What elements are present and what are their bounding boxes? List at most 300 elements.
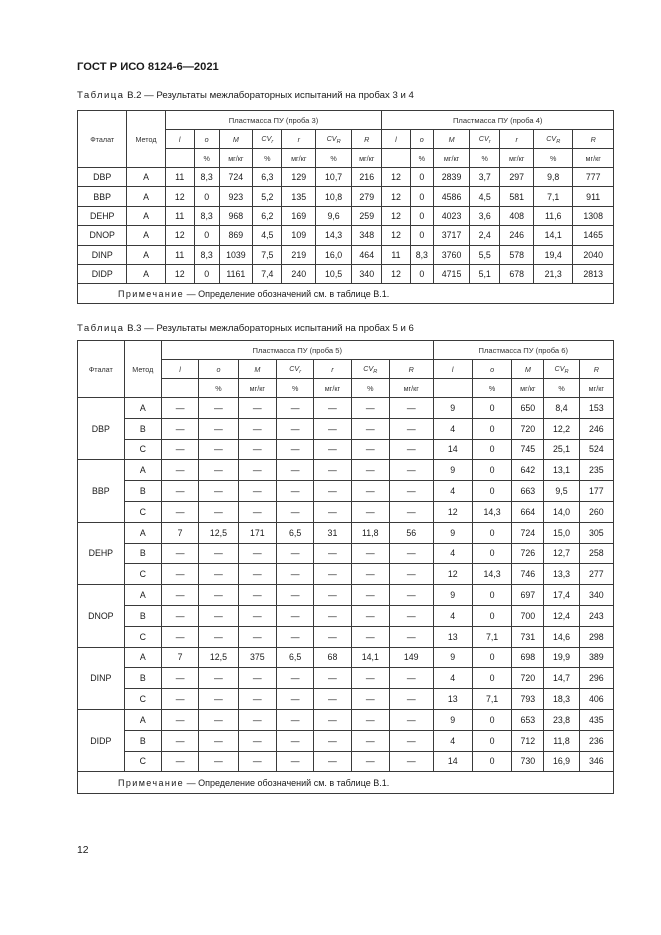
value-cell: —: [314, 439, 351, 460]
method-cell: A: [127, 168, 165, 187]
value-cell: 0: [472, 460, 511, 481]
value-cell: —: [314, 709, 351, 730]
value-cell: 0: [472, 709, 511, 730]
value-cell: 235: [579, 460, 613, 481]
sym-cvr-sample5-subscript: r: [299, 368, 302, 375]
sym-l-sample6: [433, 360, 472, 379]
unit-cvr-sample3: %: [253, 149, 282, 168]
sym-m-sample4: [434, 130, 470, 149]
method-cell: B: [124, 418, 161, 439]
value-cell: 11,6: [534, 206, 573, 225]
value-cell: 0: [472, 751, 511, 772]
value-cell: —: [389, 543, 433, 564]
value-cell: —: [351, 418, 389, 439]
value-cell: —: [276, 689, 313, 710]
value-cell: 12,5: [199, 522, 238, 543]
value-cell: 12: [382, 226, 410, 245]
value-cell: —: [351, 730, 389, 751]
value-cell: 7,1: [472, 626, 511, 647]
table-b3-note-text: — Определение обозначений см. в таблице В.1.: [184, 777, 390, 788]
unit-o-sample3: %: [194, 149, 219, 168]
table-b2: [77, 110, 614, 304]
sym-l-sample5: [161, 360, 198, 379]
table-row: [78, 245, 614, 264]
unit-cvR-sample5: %: [351, 379, 389, 398]
method-cell: B: [124, 543, 161, 564]
value-cell: —: [161, 668, 198, 689]
sym-m-sample6-symbol: M: [524, 364, 531, 374]
value-cell: 3,6: [470, 206, 500, 225]
value-cell: —: [238, 481, 276, 502]
value-cell: 726: [512, 543, 544, 564]
unit-m-sample4: мг/кг: [434, 149, 470, 168]
value-cell: 12,7: [544, 543, 579, 564]
value-cell: —: [161, 564, 198, 585]
value-cell: 7,1: [472, 689, 511, 710]
value-cell: 524: [579, 439, 613, 460]
value-cell: —: [238, 689, 276, 710]
table-row: [78, 460, 614, 481]
method-cell: C: [124, 626, 161, 647]
table-b2-note: [78, 284, 614, 304]
value-cell: 177: [579, 481, 613, 502]
value-cell: 923: [219, 187, 253, 206]
value-cell: 236: [579, 730, 613, 751]
sym-r-sample4-symbol: r: [515, 134, 518, 144]
value-cell: 305: [579, 522, 613, 543]
value-cell: 12,4: [544, 605, 579, 626]
value-cell: 663: [512, 481, 544, 502]
value-cell: 389: [579, 647, 613, 668]
table-b2-caption-word: Таблица: [77, 90, 125, 101]
phthalate-name: DINP: [78, 647, 125, 709]
table-row: [78, 439, 614, 460]
value-cell: 12: [382, 187, 410, 206]
unit-r-sample3: мг/кг: [282, 149, 316, 168]
value-cell: 746: [512, 564, 544, 585]
value-cell: 5,5: [470, 245, 500, 264]
unit-m-sample6: мг/кг: [512, 379, 544, 398]
value-cell: —: [199, 730, 238, 751]
unit-o-sample6: %: [472, 379, 511, 398]
phthalate-name: DEHP: [78, 206, 127, 225]
value-cell: 2813: [573, 264, 614, 283]
value-cell: 12: [165, 226, 194, 245]
value-cell: —: [276, 418, 313, 439]
table-row: [78, 543, 614, 564]
value-cell: 435: [579, 709, 613, 730]
table-row: [78, 689, 614, 710]
value-cell: —: [161, 605, 198, 626]
sym-l-sample3-symbol: l: [178, 134, 181, 144]
value-cell: 793: [512, 689, 544, 710]
value-cell: —: [351, 543, 389, 564]
value-cell: 375: [238, 647, 276, 668]
value-cell: —: [238, 709, 276, 730]
value-cell: —: [351, 501, 389, 522]
value-cell: 14,1: [351, 647, 389, 668]
table-row: [78, 418, 614, 439]
col-method-header: Метод: [124, 341, 161, 398]
method-cell: A: [127, 264, 165, 283]
value-cell: 5,2: [253, 187, 282, 206]
value-cell: 911: [573, 187, 614, 206]
value-cell: —: [351, 689, 389, 710]
sym-l-sample3: [165, 130, 194, 149]
value-cell: 18,3: [544, 689, 579, 710]
value-cell: 11: [165, 245, 194, 264]
sym-o-sample4-symbol: o: [419, 134, 424, 144]
value-cell: 11: [165, 206, 194, 225]
value-cell: 240: [282, 264, 316, 283]
value-cell: 12: [433, 564, 472, 585]
value-cell: —: [389, 398, 433, 419]
group-sample-3-header: Пластмасса ПУ (проба 3): [165, 111, 382, 130]
sym-R-upper-sample3-symbol: R: [364, 134, 370, 144]
value-cell: —: [314, 689, 351, 710]
sym-r-sample3: [282, 130, 316, 149]
value-cell: —: [276, 605, 313, 626]
value-cell: 12,5: [199, 647, 238, 668]
value-cell: —: [238, 730, 276, 751]
value-cell: —: [161, 439, 198, 460]
value-cell: —: [314, 564, 351, 585]
value-cell: —: [389, 668, 433, 689]
document-header: ГОСТ Р ИСО 8124-6—2021: [77, 61, 219, 73]
value-cell: —: [351, 626, 389, 647]
value-cell: —: [389, 605, 433, 626]
value-cell: 1039: [219, 245, 253, 264]
value-cell: —: [276, 439, 313, 460]
value-cell: 56: [389, 522, 433, 543]
value-cell: 697: [512, 585, 544, 606]
value-cell: 12: [165, 187, 194, 206]
value-cell: —: [276, 481, 313, 502]
value-cell: 4: [433, 668, 472, 689]
value-cell: —: [351, 668, 389, 689]
value-cell: —: [161, 460, 198, 481]
value-cell: 664: [512, 501, 544, 522]
phthalate-name: DINP: [78, 245, 127, 264]
value-cell: —: [389, 564, 433, 585]
value-cell: 279: [352, 187, 382, 206]
sym-cvr-sample4-subscript: r: [488, 138, 491, 145]
table-b2-caption-text: В.2 — Результаты межлабораторных испытаний на пробах 3 и 4: [124, 90, 414, 101]
value-cell: 260: [579, 501, 613, 522]
value-cell: 8,3: [194, 168, 219, 187]
sym-r-sample3-symbol: r: [297, 134, 300, 144]
value-cell: 9: [433, 647, 472, 668]
phthalate-name: BBP: [78, 187, 127, 206]
value-cell: 0: [472, 439, 511, 460]
value-cell: 14,6: [544, 626, 579, 647]
sym-cvR-sample4: [534, 130, 573, 149]
value-cell: 4: [433, 543, 472, 564]
value-cell: —: [199, 481, 238, 502]
method-cell: A: [124, 585, 161, 606]
method-cell: C: [124, 501, 161, 522]
value-cell: 0: [472, 730, 511, 751]
value-cell: 10,7: [316, 168, 352, 187]
sym-r-sample4: [500, 130, 534, 149]
sym-R-upper-sample4-symbol: R: [590, 134, 596, 144]
unit-l-sample5: [161, 379, 198, 398]
value-cell: 14,3: [316, 226, 352, 245]
value-cell: 869: [219, 226, 253, 245]
value-cell: 277: [579, 564, 613, 585]
method-cell: A: [124, 647, 161, 668]
sym-cvR-sample6-symbol: CV: [554, 363, 565, 373]
table-row: [78, 398, 614, 419]
sym-m-sample4-symbol: M: [448, 134, 455, 144]
value-cell: 296: [579, 668, 613, 689]
table-row: [78, 668, 614, 689]
value-cell: 0: [410, 168, 434, 187]
value-cell: —: [314, 418, 351, 439]
value-cell: 13,3: [544, 564, 579, 585]
value-cell: 11,8: [544, 730, 579, 751]
sym-cvR-sample3-symbol: CV: [326, 133, 337, 143]
method-cell: A: [124, 460, 161, 481]
value-cell: 246: [500, 226, 534, 245]
value-cell: —: [238, 626, 276, 647]
value-cell: —: [238, 605, 276, 626]
table-row: [78, 187, 614, 206]
sym-cvR-sample4-subscript: R: [556, 138, 561, 145]
value-cell: —: [276, 626, 313, 647]
sym-m-sample3: [219, 130, 253, 149]
value-cell: 7,5: [253, 245, 282, 264]
sym-cvr-sample4-symbol: CV: [478, 133, 489, 143]
value-cell: 9: [433, 398, 472, 419]
value-cell: 4: [433, 605, 472, 626]
value-cell: —: [314, 501, 351, 522]
value-cell: —: [199, 751, 238, 772]
value-cell: 297: [500, 168, 534, 187]
sym-cvr-sample3-symbol: CV: [261, 133, 272, 143]
sym-o-sample3: [194, 130, 219, 149]
sym-m-sample6: [512, 360, 544, 379]
value-cell: 0: [472, 522, 511, 543]
value-cell: —: [199, 439, 238, 460]
value-cell: 12: [433, 501, 472, 522]
value-cell: —: [199, 543, 238, 564]
value-cell: 14: [433, 439, 472, 460]
phthalate-name: BBP: [78, 460, 125, 522]
sym-cvR-sample6-subscript: R: [564, 368, 569, 375]
sym-m-sample5-symbol: M: [254, 364, 261, 374]
value-cell: 11: [382, 245, 410, 264]
value-cell: 129: [282, 168, 316, 187]
value-cell: —: [276, 585, 313, 606]
value-cell: 5,1: [470, 264, 500, 283]
value-cell: 698: [512, 647, 544, 668]
value-cell: —: [238, 543, 276, 564]
value-cell: —: [199, 418, 238, 439]
group-sample-6-header: Пластмасса ПУ (проба 6): [433, 341, 613, 360]
unit-R-upper-sample6: мг/кг: [579, 379, 613, 398]
table-row: [78, 751, 614, 772]
value-cell: 12,2: [544, 418, 579, 439]
value-cell: 712: [512, 730, 544, 751]
value-cell: —: [161, 751, 198, 772]
table-row: [78, 264, 614, 283]
value-cell: 12: [382, 168, 410, 187]
value-cell: —: [389, 730, 433, 751]
value-cell: —: [161, 689, 198, 710]
sym-cvR-sample4-symbol: CV: [546, 133, 557, 143]
value-cell: 7: [161, 522, 198, 543]
value-cell: —: [351, 460, 389, 481]
method-cell: C: [124, 439, 161, 460]
value-cell: —: [314, 605, 351, 626]
value-cell: 19,9: [544, 647, 579, 668]
value-cell: —: [314, 730, 351, 751]
value-cell: 0: [410, 206, 434, 225]
value-cell: —: [161, 501, 198, 522]
value-cell: —: [238, 460, 276, 481]
sym-o-sample4: [410, 130, 434, 149]
value-cell: 11: [165, 168, 194, 187]
group-sample-4-header: Пластмасса ПУ (проба 4): [382, 111, 614, 130]
value-cell: 13: [433, 689, 472, 710]
sym-cvR-sample3-subscript: R: [336, 138, 341, 145]
value-cell: —: [389, 689, 433, 710]
unit-cvR-sample6: %: [544, 379, 579, 398]
sym-m-sample5: [238, 360, 276, 379]
value-cell: —: [276, 398, 313, 419]
method-cell: A: [124, 398, 161, 419]
sym-o-sample3-symbol: o: [204, 134, 209, 144]
value-cell: 2839: [434, 168, 470, 187]
value-cell: 8,3: [410, 245, 434, 264]
value-cell: 6,5: [276, 647, 313, 668]
value-cell: 0: [194, 187, 219, 206]
phthalate-name: DNOP: [78, 226, 127, 245]
table-row: [78, 501, 614, 522]
value-cell: 650: [512, 398, 544, 419]
value-cell: 7,4: [253, 264, 282, 283]
value-cell: —: [351, 585, 389, 606]
table-b3-caption-word: Таблица: [77, 323, 125, 334]
value-cell: —: [351, 439, 389, 460]
value-cell: —: [199, 709, 238, 730]
method-cell: B: [124, 668, 161, 689]
table-b2-caption: [77, 90, 414, 101]
value-cell: 0: [194, 226, 219, 245]
value-cell: 23,8: [544, 709, 579, 730]
sym-cvR-sample5: [351, 360, 389, 379]
unit-o-sample5: %: [199, 379, 238, 398]
sym-l-sample6-symbol: l: [451, 364, 454, 374]
table-row: [78, 730, 614, 751]
sym-r-sample5: [314, 360, 351, 379]
value-cell: —: [276, 460, 313, 481]
value-cell: —: [276, 543, 313, 564]
value-cell: 8,3: [194, 206, 219, 225]
value-cell: —: [199, 626, 238, 647]
value-cell: —: [161, 398, 198, 419]
value-cell: —: [314, 585, 351, 606]
unit-l-sample4: [382, 149, 410, 168]
method-cell: A: [127, 206, 165, 225]
value-cell: 464: [352, 245, 382, 264]
sym-o-sample5: [199, 360, 238, 379]
value-cell: 8,3: [194, 245, 219, 264]
value-cell: 0: [410, 226, 434, 245]
value-cell: 9,5: [544, 481, 579, 502]
value-cell: 135: [282, 187, 316, 206]
value-cell: 16,9: [544, 751, 579, 772]
value-cell: —: [238, 439, 276, 460]
value-cell: 4023: [434, 206, 470, 225]
value-cell: 0: [410, 264, 434, 283]
unit-R-upper-sample5: мг/кг: [389, 379, 433, 398]
value-cell: —: [238, 501, 276, 522]
value-cell: 14,7: [544, 668, 579, 689]
value-cell: —: [389, 626, 433, 647]
value-cell: 4: [433, 481, 472, 502]
value-cell: 7,1: [534, 187, 573, 206]
sym-o-sample5-symbol: o: [216, 364, 221, 374]
value-cell: —: [389, 418, 433, 439]
value-cell: —: [314, 481, 351, 502]
value-cell: 219: [282, 245, 316, 264]
method-cell: A: [124, 709, 161, 730]
sym-o-sample6-symbol: o: [490, 364, 495, 374]
value-cell: 8,4: [544, 398, 579, 419]
value-cell: 4: [433, 418, 472, 439]
table-row: [78, 206, 614, 225]
value-cell: —: [351, 709, 389, 730]
value-cell: —: [161, 730, 198, 751]
value-cell: —: [389, 751, 433, 772]
phthalate-name: DIDP: [78, 264, 127, 283]
sym-l-sample4: [382, 130, 410, 149]
table-row: [78, 481, 614, 502]
value-cell: 9: [433, 585, 472, 606]
value-cell: 968: [219, 206, 253, 225]
sym-r-sample5-symbol: r: [331, 364, 334, 374]
unit-r-sample5: мг/кг: [314, 379, 351, 398]
value-cell: —: [276, 730, 313, 751]
phthalate-name: DEHP: [78, 522, 125, 584]
value-cell: —: [351, 481, 389, 502]
value-cell: 720: [512, 418, 544, 439]
method-cell: A: [127, 245, 165, 264]
method-cell: C: [124, 751, 161, 772]
value-cell: 14,0: [544, 501, 579, 522]
value-cell: —: [238, 418, 276, 439]
page-number: 12: [77, 845, 89, 856]
value-cell: —: [161, 585, 198, 606]
table-row: [78, 522, 614, 543]
value-cell: —: [314, 543, 351, 564]
table-b3-note-word: Примечание: [118, 777, 185, 788]
method-cell: A: [127, 226, 165, 245]
value-cell: 0: [472, 481, 511, 502]
col-phthalate-header: Фталат: [78, 341, 125, 398]
value-cell: 12: [382, 264, 410, 283]
value-cell: 298: [579, 626, 613, 647]
table-b3-caption-text: В.3 — Результаты межлабораторных испытаний на пробах 5 и 6: [124, 323, 414, 334]
value-cell: —: [161, 481, 198, 502]
value-cell: —: [314, 668, 351, 689]
value-cell: —: [199, 460, 238, 481]
value-cell: —: [276, 564, 313, 585]
method-cell: C: [124, 564, 161, 585]
value-cell: —: [161, 543, 198, 564]
